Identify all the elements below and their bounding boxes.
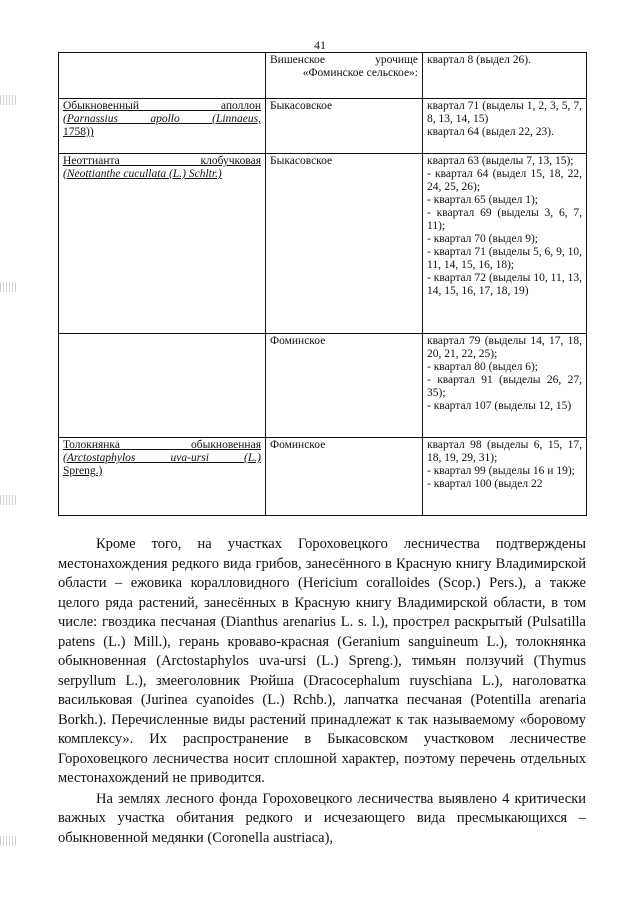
species-name: Обыкновенный аполлон bbox=[63, 100, 261, 112]
species-latin-name: (Arctostaphylos uva-ursi (L.) bbox=[63, 452, 261, 464]
table-row bbox=[59, 53, 587, 99]
species-name: Толокнянка обыкновенная bbox=[63, 439, 261, 451]
quarters-cell bbox=[423, 334, 587, 438]
species-latin-name: 1758)) bbox=[63, 126, 94, 138]
scan-artifact bbox=[0, 836, 18, 846]
body-text bbox=[58, 535, 586, 848]
quarter-entry: - квартал 69 (выделы 3, 6, 7, 11); bbox=[427, 207, 582, 232]
location-line: Быкасовское bbox=[270, 100, 333, 112]
species-latin-name: (Neottianthe cucullata (L.) Schltr.) bbox=[63, 168, 222, 180]
quarter-entry: - квартал 99 (выделы 16 и 19); bbox=[427, 465, 575, 477]
species-name-cell bbox=[59, 438, 266, 516]
quarter-entry: - квартал 64 (выдел 15, 18, 22, 24, 25, 26); bbox=[427, 168, 582, 193]
page-number: 41 bbox=[314, 38, 326, 52]
species-name-cell bbox=[59, 154, 266, 334]
location-cell bbox=[266, 99, 423, 154]
location-cell bbox=[266, 53, 423, 99]
quarter-entry: - квартал 71 (выделы 5, 6, 9, 10, 11, 14, 15, 16, 18); bbox=[427, 246, 582, 271]
species-name-cell bbox=[59, 334, 266, 438]
table-row bbox=[59, 99, 587, 154]
location-cell bbox=[266, 438, 423, 516]
location-line: Быкасовское bbox=[270, 155, 333, 167]
quarter-entry: квартал 64 (выдел 22, 23). bbox=[427, 126, 554, 138]
quarter-entry: квартал 63 (выделы 7, 13, 15); bbox=[427, 155, 574, 167]
table-row bbox=[59, 334, 587, 438]
table-row bbox=[59, 154, 587, 334]
quarter-entry: квартал 71 (выделы 1, 2, 3, 5, 7, 8, 13, 14, 15) bbox=[427, 100, 582, 125]
quarter-entry: - квартал 70 (выдел 9); bbox=[427, 233, 538, 245]
paragraph: Кроме того, на участках Гороховецкого лесничества подтверждены местонахождения редкого вида грибов, занесённого в Красную книгу Владимирской области – ежовика коралловидного (Hericium coralloides (Scop.) Pers.), а также целого ряда растений, занесённых в Красную книгу Владимирской области, в том числе: гвоздика песчаная (Dianthus arenarius L. s. l.), прострел раскрытый (Pulsatilla patens (L.) Mill.), герань кроваво-красная (Geranium sanguineum L.), толокнянка обыкновенная (Arctostaphylos uva-ursi (L.) Spreng.), тимьян ползучий (Thymus serpyllum L.), змееголовник Рюйша (Dracocephalum ruyschiana L.), наголоватка васильковая (Jurinea cyanoides (L.) Rchb.), лапчатка песчаная (Potentilla arenaria Borkh.). Перечисленные виды растений принадлежат к так называемому «боровому комплексу». Их распространение в Быкасовском участковом лесничестве Гороховецкого лесничества носит сплошной характер, поэтому перечень отдельных местонахождений не приводится. bbox=[58, 536, 586, 786]
quarter-entry: - квартал 80 (выдел 6); bbox=[427, 361, 538, 373]
quarters-cell bbox=[423, 438, 587, 516]
quarter-entry: - квартал 107 (выделы 12, 15) bbox=[427, 400, 572, 412]
location-line: Фоминское bbox=[270, 335, 326, 347]
table-row bbox=[59, 438, 587, 516]
quarter-entry: квартал 79 (выделы 14, 17, 18, 20, 21, 22, 25); bbox=[427, 335, 582, 360]
scan-artifact bbox=[0, 95, 18, 105]
scan-artifact bbox=[0, 495, 18, 505]
location-line: Фоминское bbox=[270, 439, 326, 451]
scan-artifact bbox=[0, 282, 18, 292]
species-table bbox=[58, 52, 587, 516]
location-line: Вишенское урочище bbox=[270, 54, 418, 66]
species-latin-name: (Parnassius apollo (Linnaeus, bbox=[63, 113, 261, 125]
quarter-entry: - квартал 100 (выдел 22 bbox=[427, 478, 543, 490]
paragraph: На землях лесного фонда Гороховецкого лесничества выявлено 4 критически важных участка обитания редкого и исчезающего вида пресмыкающихся – обыкновенной медянки (Coronella austriaca), bbox=[58, 790, 586, 846]
species-latin-name: Spreng.) bbox=[63, 465, 103, 477]
quarter-entry: квартал 98 (выделы 6, 15, 17, 18, 19, 29, 31); bbox=[427, 439, 582, 464]
species-name-cell bbox=[59, 53, 266, 99]
quarters-cell bbox=[423, 53, 587, 99]
quarter-entry: - квартал 65 (выдел 1); bbox=[427, 194, 538, 206]
quarter-entry: - квартал 91 (выделы 26, 27, 35); bbox=[427, 374, 582, 399]
location-cell bbox=[266, 154, 423, 334]
location-cell bbox=[266, 334, 423, 438]
quarter-entry: квартал 8 (выдел 26). bbox=[427, 54, 531, 66]
quarters-cell bbox=[423, 99, 587, 154]
species-name-cell bbox=[59, 99, 266, 154]
quarters-cell bbox=[423, 154, 587, 334]
species-name: Неоттианта клобучковая bbox=[63, 155, 261, 167]
quarter-entry: - квартал 72 (выделы 10, 11, 13, 14, 15, 16, 17, 18, 19) bbox=[427, 272, 582, 297]
location-line: «Фоминское сельское»: bbox=[302, 67, 418, 79]
